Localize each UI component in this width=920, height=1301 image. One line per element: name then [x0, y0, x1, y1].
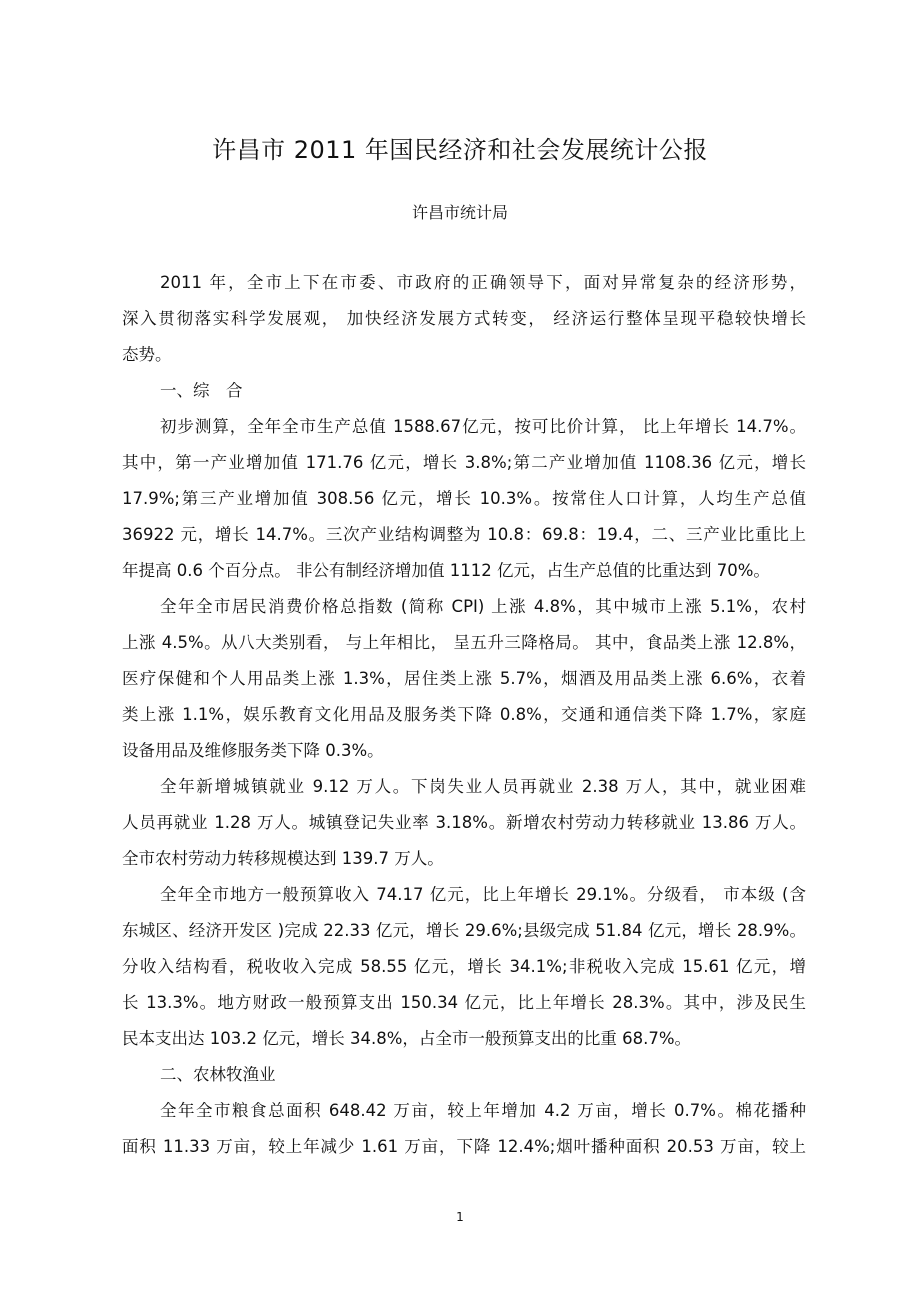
paragraph-line: 2011 年，全市上下在市委、市政府的正确领导下，面对异常复杂的经济形势，	[160, 273, 806, 292]
document-author: 许昌市统计局	[411, 203, 508, 222]
paragraph-line: 类上涨 1.1%，娱乐教育文化用品及服务类下降 0.8%，交通和通信类下降 1.7%，家庭	[122, 705, 806, 724]
paragraph-line: 设备用品及维修服务类下降 0.3%。	[122, 741, 384, 760]
paragraph-line: 初步测算，全年全市生产总值 1588.67亿元，按可比价计算， 比上年增长 14.7%。	[160, 417, 806, 436]
paragraph-line: 全年全市居民消费价格总指数 (简称 CPI) 上涨 4.8%，其中城市上涨 5.1%，农村	[160, 597, 806, 616]
paragraph-line: 东城区、经济开发区 )完成 22.33 亿元，增长 29.6%;县级完成 51.84 亿元，增长 28.9%。	[122, 921, 806, 940]
paragraph-line: 全市农村劳动力转移规模达到 139.7 万人。	[122, 849, 444, 868]
paragraph-line: 上涨 4.5%。从八大类别看， 与上年相比， 呈五升三降格局。 其中，食品类上涨 12.8%，	[122, 633, 806, 652]
paragraph	[122, 1093, 806, 1165]
paragraph-line: 17.9%;第三产业增加值 308.56 亿元，增长 10.3%。按常住人口计算，人均生产总值	[122, 489, 806, 508]
paragraph-line: 全年全市粮食总面积 648.42 万亩，较上年增加 4.2 万亩，增长 0.7%。棉花播种	[160, 1101, 806, 1120]
paragraph-line: 医疗保健和个人用品类上涨 1.3%，居住类上涨 5.7%，烟酒及用品类上涨 6.6%，衣着	[122, 669, 806, 688]
paragraph-line: 长 13.3%。地方财政一般预算支出 150.34 亿元，比上年增长 28.3%。其中，涉及民生	[122, 993, 806, 1012]
document-title: 许昌市 2011 年国民经济和社会发展统计公报	[212, 136, 708, 164]
paragraph-line: 其中，第一产业增加值 171.76 亿元，增长 3.8%;第二产业增加值 1108.36 亿元，增长	[122, 453, 806, 472]
section-heading	[122, 373, 806, 409]
paragraph-line: 分收入结构看，税收收入完成 58.55 亿元，增长 34.1%;非税收入完成 15.61 亿元，增	[122, 957, 806, 976]
paragraph	[122, 265, 806, 373]
paragraph-line: 年提高 0.6 个百分点。 非公有制经济增加值 1112 亿元，占生产总值的比重达到 70%。	[122, 561, 770, 580]
section-heading-text: 一、综 合	[160, 381, 243, 400]
section-heading-text: 二、农林牧渔业	[160, 1065, 276, 1084]
paragraph-line: 民本支出达 103.2 亿元，增长 34.8%，占全市一般预算支出的比重 68.7%。	[122, 1029, 692, 1048]
paragraph-line: 36922 元，增长 14.7%。三次产业结构调整为 10.8：69.8：19.4，二、三产业比重比上	[122, 525, 806, 544]
paragraph-line: 全年新增城镇就业 9.12 万人。下岗失业人员再就业 2.38 万人，其中，就业困难	[160, 777, 806, 796]
document-body	[122, 265, 806, 1165]
paragraph-line: 人员再就业 1.28 万人。城镇登记失业率 3.18%。新增农村劳动力转移就业 13.86 万人。	[122, 813, 806, 832]
paragraph-line: 面积 11.33 万亩，较上年减少 1.61 万亩，下降 12.4%;烟叶播种面积 20.53 万亩，较上	[122, 1137, 806, 1156]
page-number: 1	[456, 1210, 464, 1224]
paragraph	[122, 877, 806, 1057]
paragraph	[122, 769, 806, 877]
paragraph	[122, 589, 806, 769]
paragraph-line: 全年全市地方一般预算收入 74.17 亿元，比上年增长 29.1%。分级看， 市本级 (含	[160, 885, 806, 904]
paragraph	[122, 409, 806, 589]
paragraph-line: 深入贯彻落实科学发展观， 加快经济发展方式转变， 经济运行整体呈现平稳较快增长	[122, 309, 806, 328]
section-heading	[122, 1057, 806, 1093]
paragraph-line: 态势。	[122, 345, 172, 364]
